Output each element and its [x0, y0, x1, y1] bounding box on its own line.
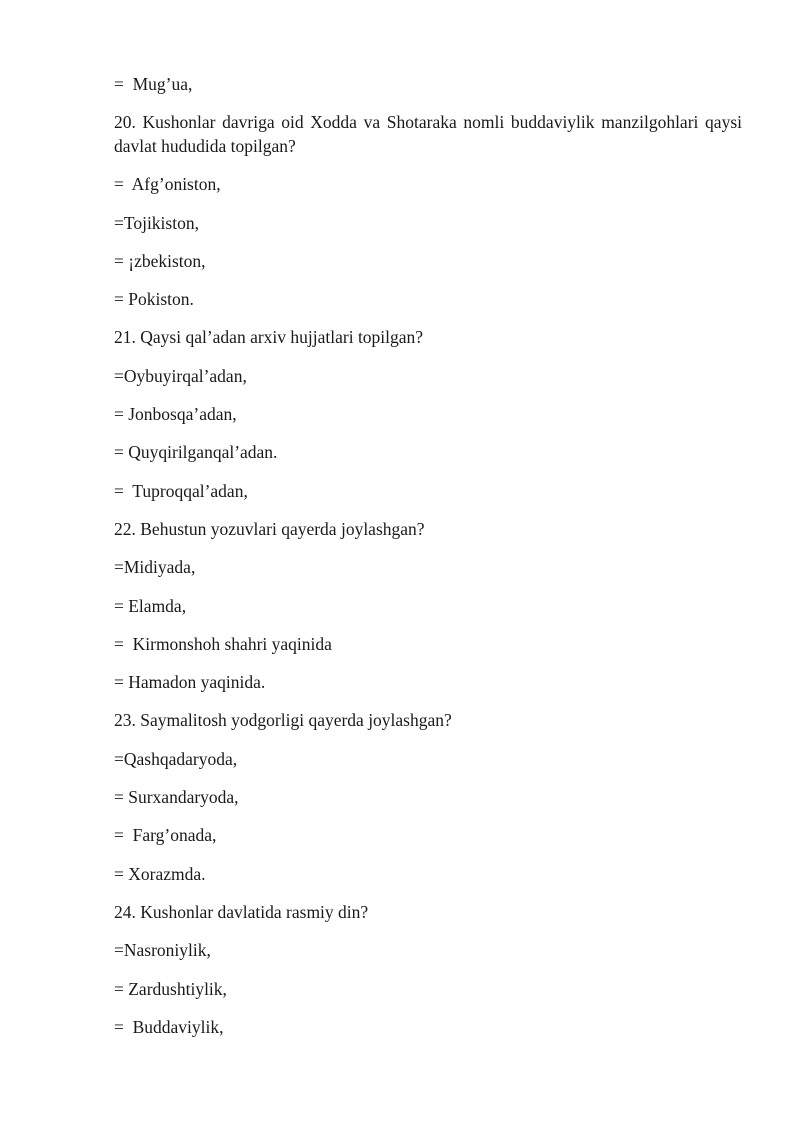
answer-option: =Midiyada,	[114, 557, 196, 578]
question-21: 21. Qaysi qal’adan arxiv hujjatlari topilgan?	[114, 327, 424, 348]
answer-option: = Kirmonshoh shahri yaqinida	[114, 633, 332, 654]
answer-option: =Tojikiston,	[114, 212, 199, 233]
question-24: 24. Kushonlar davlatida rasmiy din?	[114, 901, 369, 922]
question-20: 20. Kushonlar davriga oid Xodda va Shotaraka nomli buddaviylik manzilgohlari qaysi davlat hududida topilgan?	[114, 112, 742, 157]
answer-option: =Oybuyirqal’adan,	[114, 365, 247, 386]
question-23: 23. Saymalitosh yodgorligi qayerda joylashgan?	[114, 710, 452, 731]
answer-option: = Zardushtiylik,	[114, 978, 227, 999]
answer-option: = Afg’oniston,	[114, 174, 221, 195]
answer-option: = Quyqirilganqal’adan.	[114, 442, 278, 463]
answer-option: = Farg’onada,	[114, 825, 217, 846]
document-page	[114, 72, 742, 1053]
answer-option: =Nasroniylik,	[114, 940, 211, 961]
answer-option: =Qashqadaryoda,	[114, 748, 238, 769]
answer-option: = ¡zbekiston,	[114, 250, 206, 271]
answer-option: = Hamadon yaqinida.	[114, 672, 266, 693]
answer-option: = Tuproqqal’adan,	[114, 480, 248, 501]
answer-option: = Elamda,	[114, 595, 187, 616]
answer-option: = Xorazmda.	[114, 863, 206, 884]
answer-option: = Pokiston.	[114, 289, 194, 310]
answer-option: = Buddaviylik,	[114, 1016, 224, 1037]
answer-option: = Jonbosqa’adan,	[114, 404, 237, 425]
answer-option: = Mug’ua,	[114, 74, 193, 94]
answer-option: = Surxandaryoda,	[114, 787, 239, 808]
question-22: 22. Behustun yozuvlari qayerda joylashgan?	[114, 518, 425, 539]
